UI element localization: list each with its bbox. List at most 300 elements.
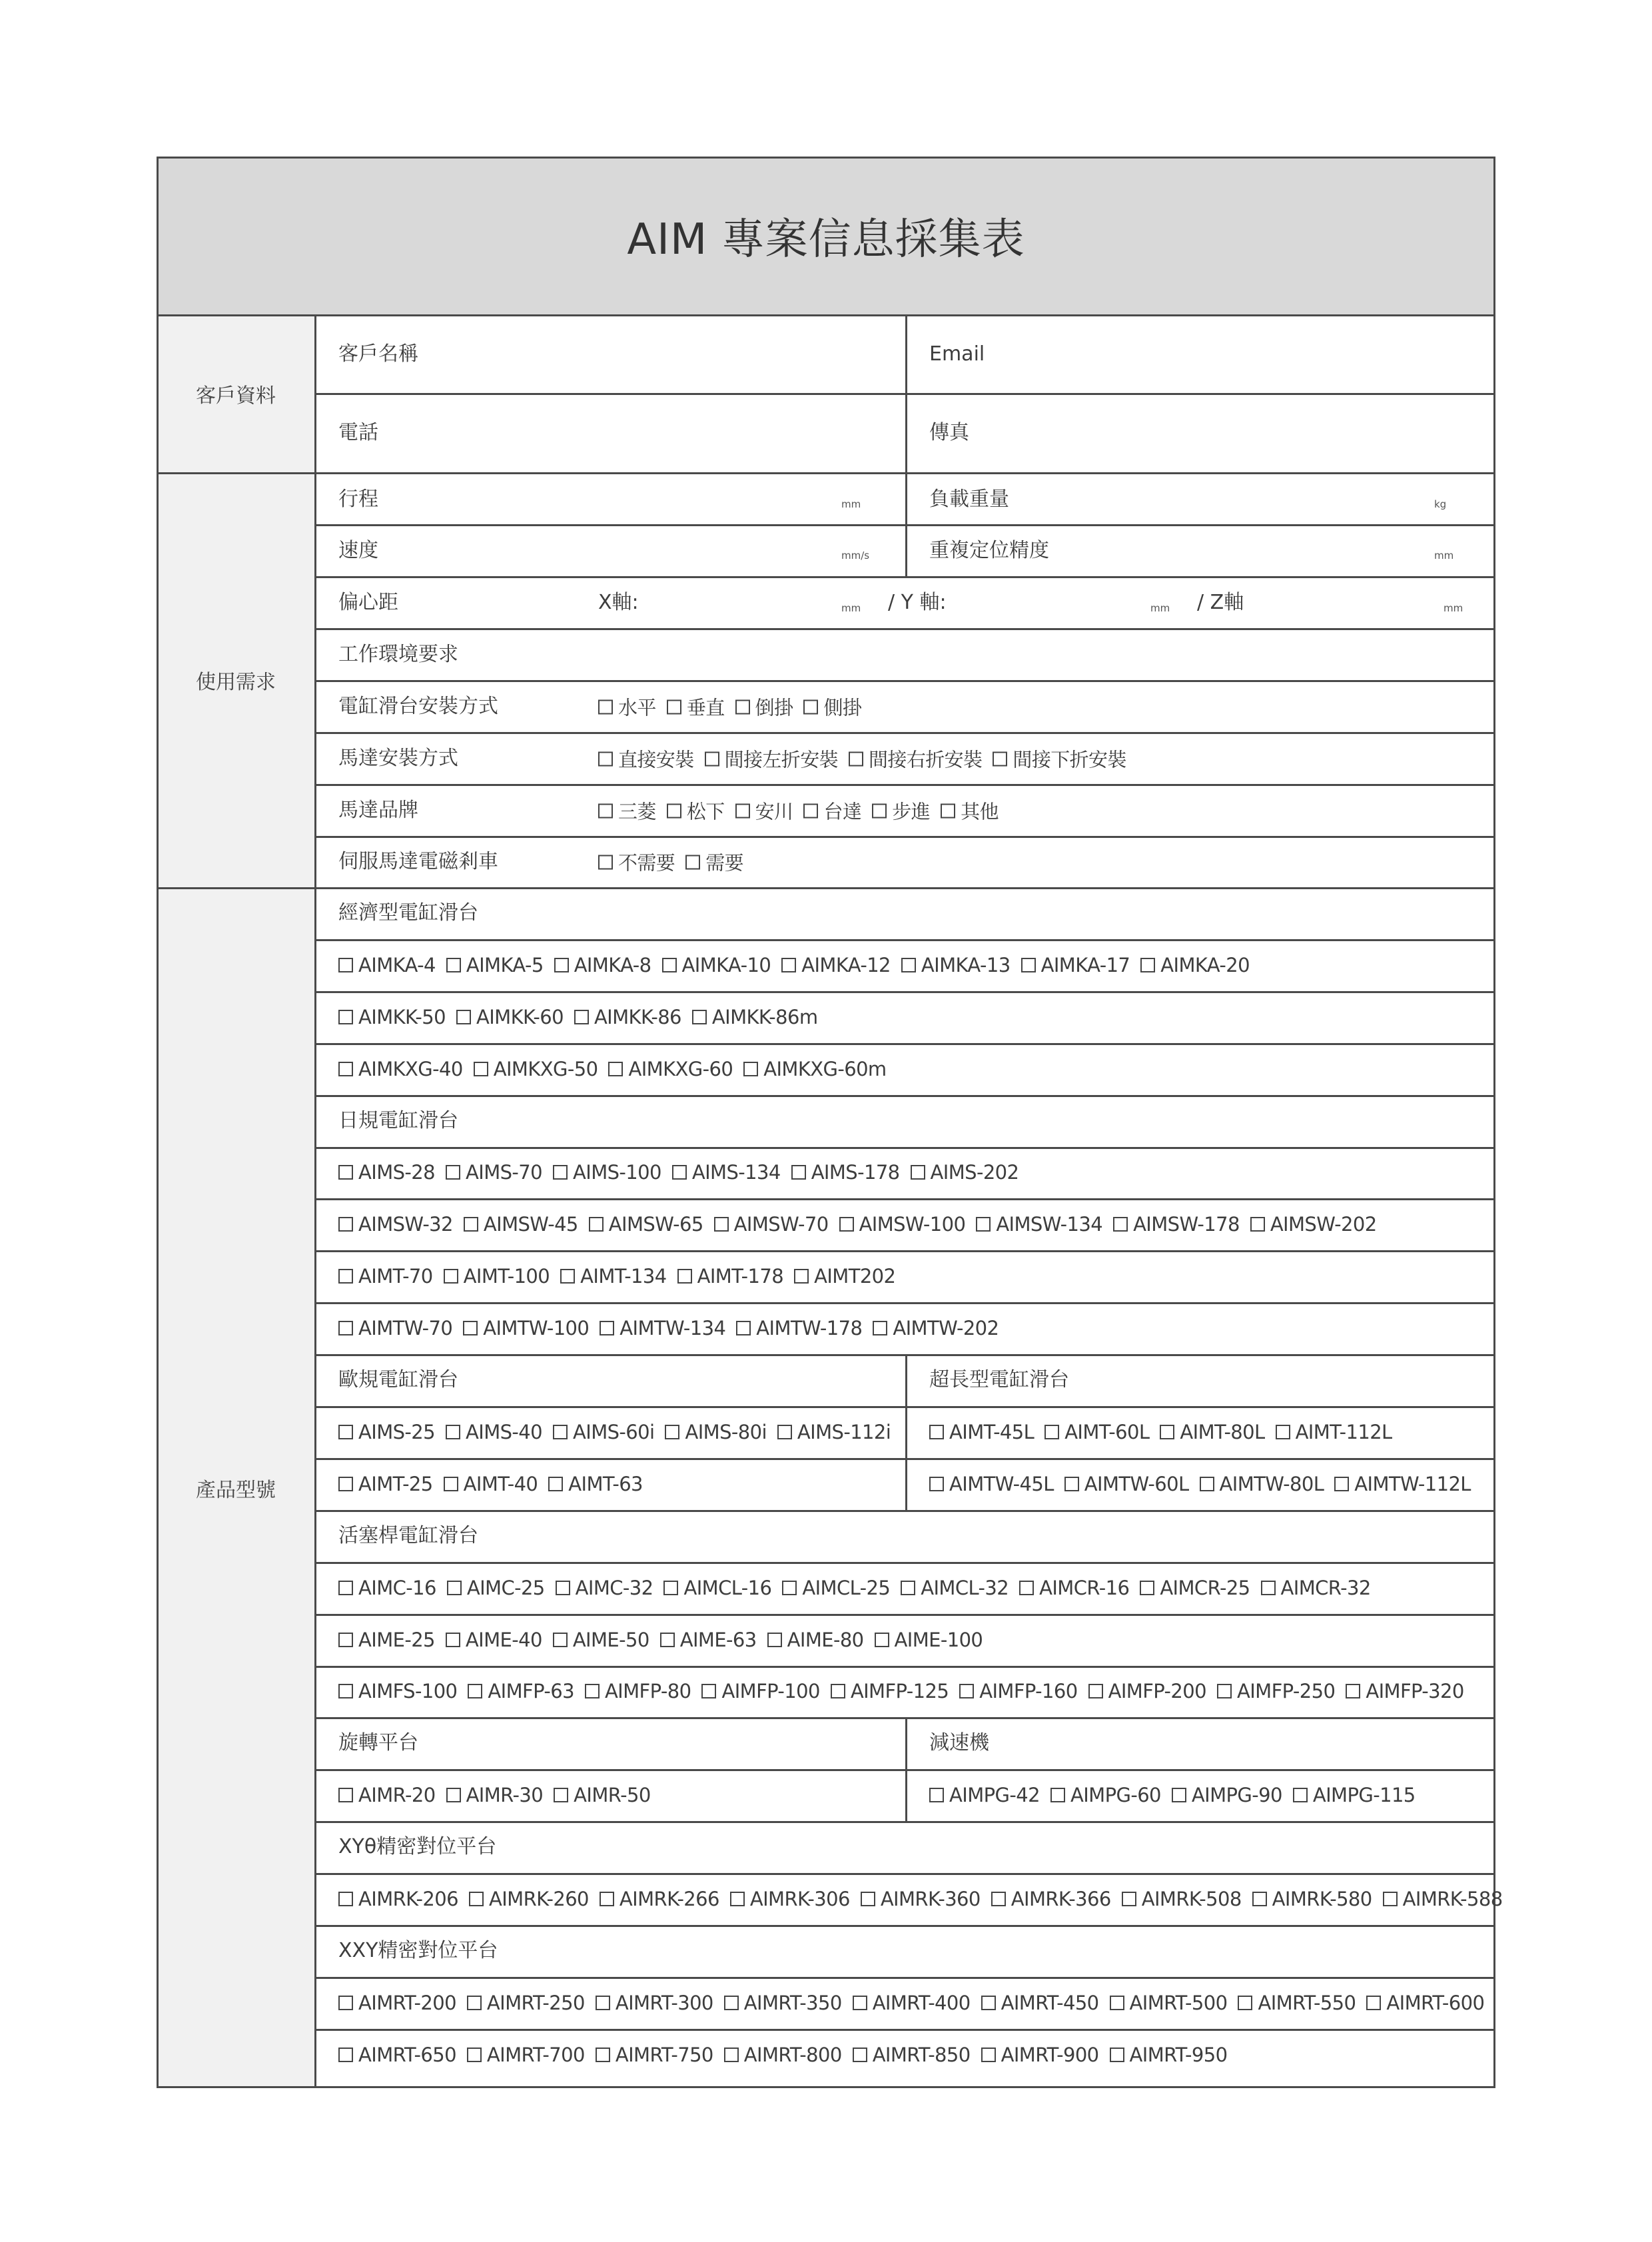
checkbox-icon[interactable]	[911, 1165, 925, 1180]
checkbox-label: AIMKA-12	[801, 954, 891, 976]
checkbox-label: AIMRK-588	[1402, 1888, 1503, 1910]
checkbox-option[interactable]	[338, 1992, 456, 2014]
checkbox-option[interactable]	[338, 1629, 435, 1651]
checkbox-option[interactable]	[781, 954, 891, 976]
checkbox-icon[interactable]	[1110, 1996, 1124, 2010]
checkbox-option[interactable]	[1110, 1992, 1228, 2014]
checkbox-option[interactable]	[338, 1265, 433, 1288]
checkbox-icon[interactable]	[598, 803, 613, 818]
checkbox-option[interactable]	[929, 1473, 1054, 1495]
checkbox-icon[interactable]	[705, 751, 719, 766]
grid-line	[315, 1977, 1495, 1979]
checkbox-icon[interactable]	[724, 2048, 739, 2062]
checkbox-option[interactable]	[701, 1680, 819, 1702]
checkbox-icon[interactable]	[444, 1477, 458, 1491]
options-japan-2	[338, 1213, 1388, 1236]
checkbox-icon[interactable]	[901, 1581, 915, 1595]
checkbox-option[interactable]	[585, 1680, 691, 1702]
checkbox-icon[interactable]	[463, 1321, 478, 1335]
checkbox-label: 垂直	[686, 696, 725, 719]
checkbox-icon[interactable]	[600, 1892, 614, 1906]
checkbox-icon[interactable]	[338, 1892, 353, 1906]
checkbox-option[interactable]	[662, 954, 771, 976]
checkbox-icon[interactable]	[735, 803, 750, 818]
checkbox-icon[interactable]	[662, 958, 677, 972]
checkbox-label: AIMTW-100	[483, 1317, 590, 1339]
checkbox-option[interactable]	[1366, 1992, 1484, 2014]
checkbox-option[interactable]	[705, 745, 838, 773]
checkbox-label: 水平	[618, 696, 656, 719]
options-rod-3	[338, 1680, 1475, 1702]
checkbox-label: AIMTW-80L	[1219, 1473, 1324, 1495]
checkbox-option[interactable]	[469, 1888, 589, 1910]
checkbox-option[interactable]	[1200, 1473, 1324, 1495]
checkbox-option[interactable]	[803, 693, 861, 721]
checkbox-icon[interactable]	[553, 1425, 568, 1439]
checkbox-option[interactable]	[608, 1058, 733, 1080]
checkbox-icon[interactable]	[872, 803, 887, 818]
checkbox-icon[interactable]	[660, 1633, 675, 1647]
checkbox-icon[interactable]	[853, 1996, 867, 2010]
checkbox-icon[interactable]	[560, 1269, 575, 1284]
checkbox-icon[interactable]	[1050, 1788, 1065, 1802]
checkbox-icon[interactable]	[1366, 1996, 1381, 2010]
checkbox-icon[interactable]	[446, 1425, 460, 1439]
checkbox-label: AIMRT-800	[743, 2044, 842, 2066]
checkbox-option[interactable]	[685, 849, 743, 876]
checkbox-icon[interactable]	[685, 855, 700, 869]
checkbox-icon[interactable]	[1346, 1684, 1360, 1698]
checkbox-icon[interactable]	[782, 1581, 797, 1595]
checkbox-icon[interactable]	[608, 1062, 623, 1076]
checkbox-label: AIMTW-70	[358, 1317, 453, 1339]
checkbox-option[interactable]	[1050, 1784, 1161, 1806]
checkbox-icon[interactable]	[444, 1269, 458, 1284]
checkbox-icon[interactable]	[781, 958, 796, 972]
checkbox-option[interactable]	[598, 745, 694, 773]
checkbox-option[interactable]	[553, 1629, 649, 1651]
checkbox-label: AIMRT-250	[486, 1992, 585, 2014]
checkbox-option[interactable]	[1021, 954, 1130, 976]
checkbox-icon[interactable]	[672, 1165, 687, 1180]
checkbox-option[interactable]	[901, 954, 1011, 976]
checkbox-icon[interactable]	[464, 1217, 478, 1232]
checkbox-icon[interactable]	[794, 1269, 809, 1284]
checkbox-option[interactable]	[665, 1421, 766, 1443]
checkbox-option[interactable]	[663, 1577, 771, 1599]
checkbox-option[interactable]	[456, 1006, 564, 1028]
checkbox-icon[interactable]	[803, 803, 818, 818]
checkbox-option[interactable]	[554, 954, 651, 976]
checkbox-option[interactable]	[589, 1213, 703, 1236]
checkbox-icon[interactable]	[929, 1425, 944, 1439]
checkbox-icon[interactable]	[338, 1684, 353, 1698]
checkbox-icon[interactable]	[446, 1788, 461, 1802]
checkbox-label: AIMFP-125	[850, 1680, 949, 1702]
label-phone: 電話	[338, 421, 378, 444]
checkbox-option[interactable]	[981, 1992, 1099, 2014]
checkbox-icon[interactable]	[981, 2048, 996, 2062]
checkbox-option[interactable]	[463, 1317, 589, 1339]
checkbox-option[interactable]	[791, 1161, 900, 1184]
checkbox-option[interactable]	[1044, 1421, 1149, 1443]
checkbox-icon[interactable]	[338, 1581, 353, 1595]
checkbox-option[interactable]	[1276, 1421, 1392, 1443]
checkbox-option[interactable]	[1293, 1784, 1416, 1806]
checkbox-option[interactable]	[839, 1213, 966, 1236]
checkbox-icon[interactable]	[1140, 1581, 1154, 1595]
checkbox-option[interactable]	[464, 1213, 578, 1236]
checkbox-option[interactable]	[596, 1992, 713, 2014]
checkbox-icon[interactable]	[901, 958, 916, 972]
checkbox-option[interactable]	[849, 745, 982, 773]
checkbox-option[interactable]	[736, 1317, 862, 1339]
checkbox-icon[interactable]	[849, 751, 863, 766]
checkbox-label: AIMRT-550	[1258, 1992, 1356, 2014]
checkbox-option[interactable]	[667, 693, 725, 721]
checkbox-label: 三菱	[618, 800, 656, 823]
checkbox-option[interactable]	[598, 849, 675, 876]
checkbox-icon[interactable]	[667, 699, 681, 714]
checkbox-icon[interactable]	[338, 1996, 353, 2010]
checkbox-option[interactable]	[803, 797, 861, 825]
checkbox-icon[interactable]	[556, 1581, 570, 1595]
checkbox-icon[interactable]	[791, 1165, 806, 1180]
checkbox-option[interactable]	[981, 2044, 1099, 2066]
checkbox-icon[interactable]	[959, 1684, 974, 1698]
checkbox-option[interactable]	[1113, 1213, 1240, 1236]
checkbox-icon[interactable]	[736, 1321, 751, 1335]
checkbox-option[interactable]	[1064, 1473, 1189, 1495]
checkbox-icon[interactable]	[831, 1684, 845, 1698]
checkbox-option[interactable]	[1250, 1213, 1377, 1236]
checkbox-option[interactable]	[474, 1058, 598, 1080]
checkbox-icon[interactable]	[553, 1165, 568, 1180]
checkbox-option[interactable]	[724, 2044, 842, 2066]
checkbox-option[interactable]	[444, 1473, 538, 1495]
checkbox-icon[interactable]	[1200, 1477, 1214, 1491]
checkbox-option[interactable]	[467, 2044, 585, 2066]
checkbox-option[interactable]	[660, 1629, 757, 1651]
unit-load: kg	[1434, 498, 1447, 510]
checkbox-icon[interactable]	[1252, 1892, 1267, 1906]
checkbox-icon[interactable]	[730, 1892, 745, 1906]
checkbox-label: AIMTW-202	[893, 1317, 999, 1339]
checkbox-icon[interactable]	[1064, 1477, 1079, 1491]
checkbox-option[interactable]	[574, 1006, 681, 1028]
checkbox-icon[interactable]	[677, 1269, 692, 1284]
checkbox-label: AIMCR-25	[1160, 1577, 1250, 1599]
checkbox-icon[interactable]	[474, 1062, 488, 1076]
checkbox-option[interactable]	[692, 1006, 818, 1028]
checkbox-icon[interactable]	[447, 1581, 462, 1595]
checkbox-option[interactable]	[446, 1421, 542, 1443]
checkbox-option[interactable]	[777, 1421, 891, 1443]
checkbox-icon[interactable]	[1172, 1788, 1186, 1802]
checkbox-option[interactable]	[730, 1888, 850, 1910]
checkbox-option[interactable]	[467, 1992, 585, 2014]
checkbox-icon[interactable]	[338, 1165, 353, 1180]
checkbox-label: 松下	[686, 800, 725, 823]
checkbox-option[interactable]	[1140, 954, 1250, 976]
checkbox-icon[interactable]	[701, 1684, 716, 1698]
checkbox-option[interactable]	[782, 1577, 890, 1599]
checkbox-icon[interactable]	[338, 1062, 353, 1076]
checkbox-option[interactable]	[338, 1784, 436, 1806]
checkbox-icon[interactable]	[692, 1010, 707, 1024]
checkbox-icon[interactable]	[469, 1892, 484, 1906]
checkbox-option[interactable]	[991, 1888, 1111, 1910]
checkbox-option[interactable]	[447, 1577, 545, 1599]
checkbox-icon[interactable]	[929, 1477, 944, 1491]
checkbox-option[interactable]	[735, 797, 793, 825]
checkbox-option[interactable]	[743, 1058, 886, 1080]
checkbox-option[interactable]	[767, 1629, 864, 1651]
checkbox-icon[interactable]	[1044, 1425, 1059, 1439]
checkbox-label: AIMSW-100	[859, 1213, 966, 1236]
checkbox-option[interactable]	[794, 1265, 895, 1288]
checkbox-option[interactable]	[831, 1680, 949, 1702]
checkbox-option[interactable]	[667, 797, 725, 825]
checkbox-icon[interactable]	[1113, 1217, 1128, 1232]
checkbox-icon[interactable]	[338, 2048, 353, 2062]
checkbox-option[interactable]	[714, 1213, 829, 1236]
checkbox-option[interactable]	[724, 1992, 842, 2014]
checkbox-option[interactable]	[1217, 1680, 1335, 1702]
checkbox-option[interactable]	[1140, 1577, 1250, 1599]
checkbox-icon[interactable]	[991, 1892, 1006, 1906]
checkbox-label: AIMSW-70	[733, 1213, 829, 1236]
checkbox-option[interactable]	[929, 1421, 1034, 1443]
checkbox-option[interactable]	[600, 1888, 719, 1910]
checkbox-option[interactable]	[548, 1473, 643, 1495]
checkbox-icon[interactable]	[574, 1010, 589, 1024]
checkbox-option[interactable]	[600, 1317, 725, 1339]
checkbox-option[interactable]	[853, 1992, 971, 2014]
checkbox-icon[interactable]	[585, 1684, 600, 1698]
checkbox-icon[interactable]	[554, 1788, 568, 1802]
checkbox-icon[interactable]	[596, 2048, 610, 2062]
checkbox-option[interactable]	[735, 693, 793, 721]
checkbox-icon[interactable]	[338, 1425, 353, 1439]
checkbox-icon[interactable]	[1238, 1996, 1252, 2010]
checkbox-option[interactable]	[1122, 1888, 1242, 1910]
checkbox-option[interactable]	[338, 954, 436, 976]
checkbox-option[interactable]	[338, 1161, 435, 1184]
checkbox-label: AIMT-63	[568, 1473, 643, 1495]
checkbox-icon[interactable]	[338, 1217, 353, 1232]
checkbox-icon[interactable]	[714, 1217, 729, 1232]
checkbox-option[interactable]	[1019, 1577, 1129, 1599]
checkbox-option[interactable]	[959, 1680, 1077, 1702]
checkbox-option[interactable]	[941, 797, 999, 825]
checkbox-label: 直接安裝	[618, 748, 694, 771]
checkbox-option[interactable]	[338, 1577, 436, 1599]
checkbox-option[interactable]	[338, 1680, 457, 1702]
checkbox-icon[interactable]	[446, 1165, 460, 1180]
checkbox-icon[interactable]	[873, 1321, 887, 1335]
checkbox-option[interactable]	[1383, 1888, 1503, 1910]
checkbox-option[interactable]	[338, 2044, 456, 2066]
checkbox-icon[interactable]	[598, 699, 613, 714]
checkbox-label: AIMSW-32	[358, 1213, 453, 1236]
checkbox-option[interactable]	[446, 1161, 542, 1184]
checkbox-option[interactable]	[872, 797, 930, 825]
checkbox-icon[interactable]	[1021, 958, 1036, 972]
checkbox-icon[interactable]	[1383, 1892, 1398, 1906]
checkbox-icon[interactable]	[839, 1217, 854, 1232]
checkbox-icon[interactable]	[735, 699, 750, 714]
checkbox-option[interactable]	[446, 954, 544, 976]
checkbox-option[interactable]	[556, 1577, 653, 1599]
checkbox-option[interactable]	[596, 2044, 713, 2066]
checkbox-icon[interactable]	[338, 1788, 353, 1802]
checkbox-option[interactable]	[338, 1473, 433, 1495]
checkbox-option[interactable]	[446, 1629, 542, 1651]
checkbox-option[interactable]	[1088, 1680, 1206, 1702]
checkbox-option[interactable]	[446, 1784, 544, 1806]
checkbox-option[interactable]	[1252, 1888, 1372, 1910]
checkbox-icon[interactable]	[1261, 1581, 1276, 1595]
checkbox-icon[interactable]	[446, 958, 461, 972]
checkbox-icon[interactable]	[993, 751, 1007, 766]
checkbox-icon[interactable]	[596, 1996, 610, 2010]
checkbox-label: AIMS-25	[358, 1421, 435, 1443]
checkbox-option[interactable]	[1160, 1421, 1264, 1443]
checkbox-option[interactable]	[1172, 1784, 1282, 1806]
checkbox-icon[interactable]	[929, 1788, 944, 1802]
section-products: 產品型號	[157, 887, 315, 2088]
checkbox-icon[interactable]	[663, 1581, 678, 1595]
unit-speed: mm/s	[841, 550, 870, 561]
checkbox-icon[interactable]	[1250, 1217, 1265, 1232]
checkbox-label: AIMS-112i	[797, 1421, 891, 1443]
options-rod-1	[338, 1577, 1382, 1599]
checkbox-icon[interactable]	[553, 1633, 568, 1647]
checkbox-option[interactable]	[338, 1213, 453, 1236]
checkbox-icon[interactable]	[1334, 1477, 1349, 1491]
options-economy-1	[338, 954, 1260, 976]
checkbox-icon[interactable]	[338, 1477, 353, 1491]
checkbox-icon[interactable]	[1122, 1892, 1136, 1906]
checkbox-option[interactable]	[901, 1577, 1009, 1599]
checkbox-icon[interactable]	[1140, 958, 1155, 972]
checkbox-icon[interactable]	[853, 2048, 867, 2062]
checkbox-option[interactable]	[861, 1888, 981, 1910]
checkbox-option[interactable]	[554, 1784, 651, 1806]
checkbox-label: AIMRT-600	[1386, 1992, 1485, 2014]
checkbox-icon[interactable]	[667, 803, 681, 818]
checkbox-option[interactable]	[677, 1265, 783, 1288]
grid-line	[315, 2029, 1495, 2031]
checkbox-icon[interactable]	[1088, 1684, 1103, 1698]
checkbox-label: AIMFP-160	[979, 1680, 1078, 1702]
checkbox-label: AIMSW-65	[608, 1213, 703, 1236]
checkbox-option[interactable]	[1346, 1680, 1463, 1702]
checkbox-icon[interactable]	[1160, 1425, 1174, 1439]
checkbox-option[interactable]	[875, 1629, 983, 1651]
checkbox-icon[interactable]	[589, 1217, 604, 1232]
checkbox-icon[interactable]	[724, 1996, 739, 2010]
checkbox-icon[interactable]	[861, 1892, 875, 1906]
checkbox-icon[interactable]	[941, 803, 955, 818]
checkbox-icon[interactable]	[338, 1010, 353, 1024]
checkbox-option[interactable]	[553, 1161, 661, 1184]
checkbox-icon[interactable]	[743, 1062, 758, 1076]
label-environment: 工作環境要求	[338, 643, 458, 666]
checkbox-option[interactable]	[338, 1006, 446, 1028]
checkbox-option[interactable]	[929, 1784, 1040, 1806]
checkbox-option[interactable]	[338, 1888, 458, 1910]
checkbox-option[interactable]	[1261, 1577, 1371, 1599]
unit-z: mm	[1444, 602, 1463, 614]
checkbox-option[interactable]	[853, 2044, 971, 2066]
checkbox-icon[interactable]	[777, 1425, 792, 1439]
checkbox-option[interactable]	[338, 1421, 435, 1443]
checkbox-icon[interactable]	[338, 1321, 353, 1335]
checkbox-icon[interactable]	[803, 699, 818, 714]
checkbox-icon[interactable]	[1019, 1581, 1034, 1595]
grid-line	[157, 157, 159, 2088]
checkbox-icon[interactable]	[446, 1633, 460, 1647]
checkbox-icon[interactable]	[598, 751, 613, 766]
checkbox-icon[interactable]	[456, 1010, 471, 1024]
checkbox-icon[interactable]	[468, 1684, 482, 1698]
checkbox-label: AIMC-32	[575, 1577, 653, 1599]
checkbox-icon[interactable]	[338, 1633, 353, 1647]
checkbox-option[interactable]	[444, 1265, 550, 1288]
checkbox-option[interactable]	[873, 1317, 999, 1339]
checkbox-option[interactable]	[598, 693, 656, 721]
unit-repeatability: mm	[1434, 550, 1454, 561]
checkbox-icon[interactable]	[1217, 1684, 1232, 1698]
checkbox-option[interactable]	[338, 1058, 463, 1080]
checkbox-icon[interactable]	[1110, 2048, 1124, 2062]
checkbox-icon[interactable]	[665, 1425, 679, 1439]
checkbox-icon[interactable]	[338, 958, 353, 972]
checkbox-option[interactable]	[560, 1265, 666, 1288]
checkbox-icon[interactable]	[976, 1217, 991, 1232]
checkbox-option[interactable]	[338, 1317, 452, 1339]
checkbox-icon[interactable]	[554, 958, 569, 972]
checkbox-option[interactable]	[672, 1161, 781, 1184]
checkbox-icon[interactable]	[767, 1633, 782, 1647]
label-motor-brand: 馬達品牌	[338, 799, 418, 822]
checkbox-icon[interactable]	[600, 1321, 614, 1335]
checkbox-option[interactable]	[911, 1161, 1019, 1184]
checkbox-option[interactable]	[1110, 2044, 1228, 2066]
checkbox-option[interactable]	[1238, 1992, 1356, 2014]
checkbox-icon[interactable]	[981, 1996, 996, 2010]
checkbox-icon[interactable]	[548, 1477, 563, 1491]
checkbox-icon[interactable]	[338, 1269, 353, 1284]
checkbox-option[interactable]	[553, 1421, 654, 1443]
grid-line	[315, 836, 1495, 838]
checkbox-option[interactable]	[976, 1213, 1102, 1236]
checkbox-icon[interactable]	[875, 1633, 889, 1647]
checkbox-label: AIMKA-10	[681, 954, 771, 976]
checkbox-option[interactable]	[598, 797, 656, 825]
checkbox-option[interactable]	[1334, 1473, 1471, 1495]
checkbox-icon[interactable]	[1293, 1788, 1308, 1802]
checkbox-option[interactable]	[993, 745, 1126, 773]
checkbox-icon[interactable]	[598, 855, 613, 869]
checkbox-icon[interactable]	[467, 1996, 482, 2010]
checkbox-icon[interactable]	[467, 2048, 482, 2062]
checkbox-icon[interactable]	[1276, 1425, 1290, 1439]
checkbox-label: AIMTW-178	[756, 1317, 863, 1339]
checkbox-option[interactable]	[468, 1680, 574, 1702]
